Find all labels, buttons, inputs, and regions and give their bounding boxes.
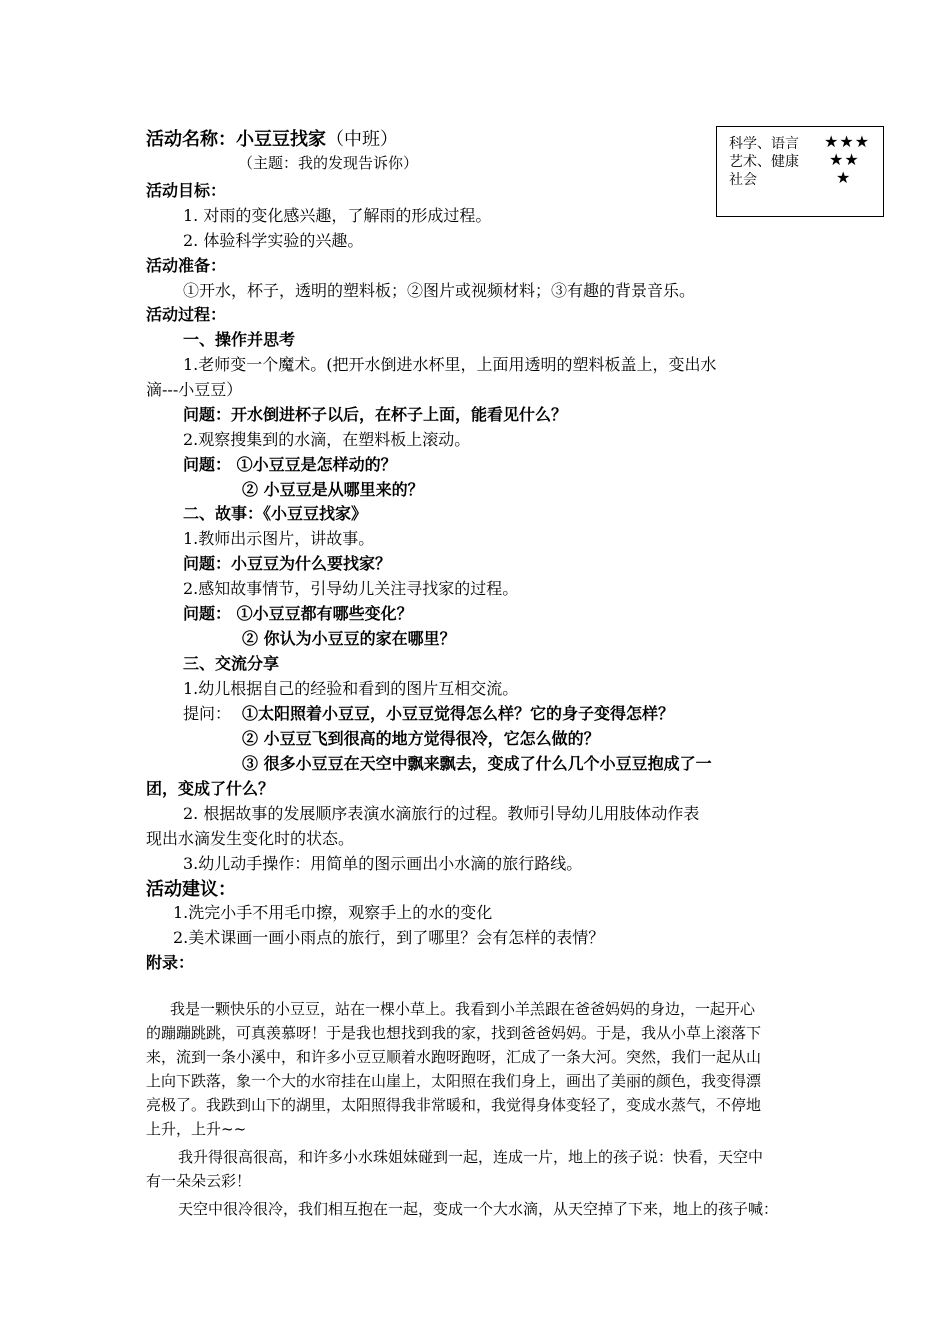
s3-line-1: 1.幼儿根据自己的经验和看到的图片互相交流。	[183, 679, 519, 698]
story-line-3: 来，流到一条小溪中，和许多小豆豆顺着水跑呀跑呀，汇成了一条大河。突然，我们一起从山	[146, 1048, 762, 1066]
story-line-7: 我升得很高很高，和许多小水珠姐妹碰到一起，连成一片，地上的孩子说：快看，天空中	[178, 1148, 764, 1166]
suggest-heading: 活动建议：	[146, 879, 236, 900]
goals-heading: 活动目标：	[146, 181, 227, 200]
s3-ask-label: 提问：	[183, 704, 232, 723]
suggest-item-1: 1.洗完小手不用毛巾擦，观察手上的水的变化	[173, 903, 493, 922]
activity-title	[146, 125, 398, 151]
story-line-9: 天空中很冷很冷，我们相互抱在一起，变成一个大水滴，从天空掉了下来，地上的孩子喊：	[178, 1200, 779, 1218]
title-class: （中班）	[326, 129, 398, 150]
theme-subtitle: （主题：我的发现告诉你）	[238, 154, 419, 172]
rating-label-3: 社会	[729, 172, 757, 188]
s1-line-1b: 滴---小豆豆）	[146, 380, 243, 399]
rating-label-1: 科学、语言	[729, 136, 799, 152]
s3-line-3: 3.幼儿动手操作：用简单的图示画出小水滴的旅行路线。	[183, 854, 583, 873]
s1-question-2a: 问题： ①小豆豆是怎样动的？	[183, 455, 397, 474]
s3-line-2b: 现出水滴发生变化时的状态。	[146, 829, 355, 848]
section-3-title: 三、交流分享	[183, 654, 280, 673]
story-line-1: 我是一颗快乐的小豆豆，站在一棵小草上。我看到小羊羔跟在爸爸妈妈的身边，一起开心	[170, 1000, 756, 1018]
rating-box	[716, 126, 884, 217]
suggest-item-2: 2.美术课画一画小雨点的旅行，到了哪里？会有怎样的表情？	[173, 928, 605, 947]
s2-question-2b: ② 你认为小豆豆的家在哪里？	[242, 629, 456, 648]
s2-line-2: 2.感知故事情节，引导幼儿关注寻找家的过程。	[183, 579, 519, 598]
story-line-8: 有一朵朵云彩！	[146, 1172, 252, 1190]
s3-line-2a: 2. 根据故事的发展顺序表演水滴旅行的过程。教师引导幼儿用肢体动作表	[183, 804, 700, 823]
prep-text: ①开水，杯子，透明的塑料板；②图片或视频材料；③有趣的背景音乐。	[183, 281, 696, 300]
rating-stars-3: ★	[836, 168, 852, 187]
s3-ask-3b: 团，变成了什么？	[146, 779, 275, 798]
s2-question-2a: 问题： ①小豆豆都有哪些变化？	[183, 604, 413, 623]
story-line-6: 上升，上升~~	[146, 1120, 247, 1138]
s1-question-1: 问题：开水倒进杯子以后，在杯子上面，能看见什么？	[183, 405, 568, 424]
s1-line-2: 2.观察搜集到的水滴，在塑料板上滚动。	[183, 430, 471, 449]
appendix-heading: 附录：	[146, 953, 195, 972]
s2-line-1: 1.教师出示图片，讲故事。	[183, 529, 375, 548]
s2-question-1: 问题：小豆豆为什么要找家？	[183, 554, 392, 573]
rating-stars-1: ★★★	[824, 132, 871, 151]
story-line-2: 的蹦蹦跳跳，可真羡慕呀！于是我也想找到我的家，找到爸爸妈妈。于是，我从小草上滚落下	[146, 1024, 762, 1042]
title-name: 小豆豆找家	[236, 129, 326, 150]
prep-heading: 活动准备：	[146, 256, 227, 275]
title-prefix: 活动名称：	[146, 129, 236, 150]
rating-label-2: 艺术、健康	[729, 154, 799, 170]
goal-item-2: 2. 体验科学实验的兴趣。	[183, 231, 364, 250]
goal-item-1: 1. 对雨的变化感兴趣，了解雨的形成过程。	[183, 206, 492, 225]
s3-ask-1: ①太阳照着小豆豆，小豆豆觉得怎么样？它的身子变得怎样？	[242, 704, 675, 723]
s1-line-1a: 1.老师变一个魔术。(把开水倒进水杯里，上面用透明的塑料板盖上，变出水	[183, 355, 717, 374]
section-1-title: 一、操作并思考	[183, 330, 296, 349]
process-heading: 活动过程：	[146, 305, 227, 324]
s3-ask-3a: ③ 很多小豆豆在天空中飘来飘去，变成了什么几个小豆豆抱成了一	[242, 754, 712, 773]
story-line-4: 上向下跌落，象一个大的水帘挂在山崖上，太阳照在我们身上，画出了美丽的颜色，我变得漂	[146, 1072, 762, 1090]
story-line-5: 亮极了。我跌到山下的湖里，太阳照得我非常暖和，我觉得身体变轻了，变成水蒸气，不停地	[146, 1096, 762, 1114]
rating-stars-2: ★★	[829, 150, 860, 169]
section-2-title: 二、故事：《小豆豆找家》	[183, 504, 368, 523]
s3-ask-2: ② 小豆豆飞到很高的地方觉得很冷，它怎么做的？	[242, 729, 600, 748]
s1-question-2b: ② 小豆豆是从哪里来的？	[242, 480, 424, 499]
